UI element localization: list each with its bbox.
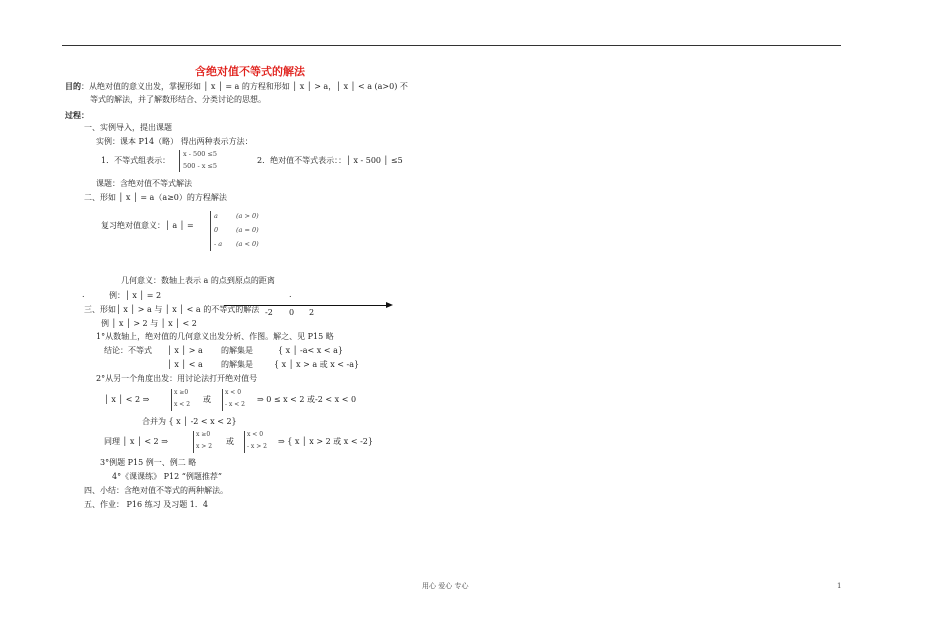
axis-label-2: 2 [309,308,315,317]
page-number: 1 [837,582,842,590]
piecewise-expr-2: 0 [214,226,219,234]
axis-label-0: 0 [289,308,295,317]
section-3-point-2: 2°从另一个角度出发：用讨论法打开绝对值号 [96,374,258,383]
goal-text-1: ：从绝对值的意义出发，掌握形如 │ x │ = a 的方程和形如 │ x │ > a，│ x │ < a (a>0) 不 [81,82,408,91]
piecewise-brace [210,211,211,251]
row-2-brace-b [244,431,245,453]
section-3-point-1: 1°从数轴上，绝对值的几何意义出发分析、作图。解之、见 P15 略 [96,332,334,341]
row-1-lhs: │ x │ < 2 ⇒ [104,395,150,404]
footer-motto: 用心 爱心 专心 [422,582,469,590]
section-2-example: 例：│ x │ = 2 [109,291,162,300]
row-2-result: ⇒ { x │ x > 2 或 x < -2} [278,437,373,446]
piecewise-cond-3: (a < 0) [236,240,259,248]
section-3-point-4: 4°《课课练》 P12 “例题推荐” [112,472,222,481]
row-1-sys-b-1: x < 0 [225,389,242,396]
piecewise-cond-1: (a > 0) [236,212,259,220]
section-4-summary: 四、小结：含绝对值不等式的两种解法。 [84,486,228,495]
section-1-item-1: 1．不等式组表示： [101,156,171,165]
conclusion-label: 结论：不等式 [104,346,152,355]
conclusion-1-mid: 的解集是 [221,346,253,355]
row-1-brace-a [171,389,172,411]
page-title: 含绝对值不等式的解法 [195,65,305,78]
section-2-heading: 二、形如 │ x │ = a（a≥0）的方程解法 [84,193,227,202]
row-2-or: 或 [226,437,234,446]
section-3-point-3: 3°例题 P15 例一、例二 略 [100,458,197,467]
geometric-meaning: 几何意义：数轴上表示 a 的点到原点的距离 [121,276,275,285]
union-result: 合并为 { x │ -2 < x < 2} [142,417,237,426]
row-1-sys-a-1: x ≥0 [174,389,189,396]
row-1-sys-b-2: - x < 2 [225,401,245,408]
number-line-arrow-icon [386,302,393,308]
system-1-row-2: 500 - x ≤5 [183,162,218,170]
piecewise-expr-1: a [214,212,218,220]
goal-label: 目的 [65,81,81,91]
section-1-item-2: 2．绝对值不等式表示：：│ x - 500 │ ≤5 [257,156,403,165]
row-1-result: ⇒ 0 ≤ x < 2 或-2 < x < 0 [257,395,357,404]
goal-line-1 [65,82,408,91]
dot-left: . [82,290,85,299]
section-1-heading: 一、实例导入，提出课题 [84,123,172,132]
abs-value-review: 复习绝对值意义：│ a │ = [101,221,194,230]
section-1-example: 实例：课本 P14（略） 得出两种表示方法： [96,137,253,146]
section-5-homework: 五、作业： P16 练习 及习题 1．4 [84,500,208,509]
conclusion-1-set: { x │ -a< x < a} [278,346,343,355]
conclusion-2-mid: 的解集是 [221,360,253,369]
section-3-heading: 三、形如│ x │ > a 与 │ x │ < a 的不等式的解法 [84,305,260,314]
row-2-lhs: 同理 │ x │ < 2 ⇒ [104,437,168,446]
row-1-or: 或 [203,395,211,404]
row-2-sys-b-1: x < 0 [247,431,264,438]
row-1-sys-a-2: x < 2 [174,401,191,408]
section-3-example: 例 │ x │ > 2 与 │ x │ < 2 [101,319,197,328]
row-2-brace-a [193,431,194,453]
piecewise-cond-2: (a = 0) [236,226,259,234]
goal-line-2: 等式的解法，并了解数形结合、分类讨论的思想。 [90,95,266,104]
system-brace-1 [179,150,180,172]
section-1-topic: 课题：含绝对值不等式解法 [96,179,192,188]
row-2-sys-a-1: x ≥0 [196,431,211,438]
system-1-row-1: x - 500 ≤5 [183,150,218,158]
row-1-brace-b [222,389,223,411]
row-2-sys-a-2: x > 2 [196,443,213,450]
axis-label-neg2: -2 [265,308,273,317]
row-2-sys-b-2: - x > 2 [247,443,267,450]
conclusion-2-set: { x │ x > a 或 x < -a} [274,360,360,369]
dot-right: . [289,290,292,299]
process-label: 过程： [65,110,89,120]
conclusion-1-inequality: │ x │ > a [167,346,203,355]
header-rule [62,45,841,46]
conclusion-2-inequality: │ x │ < a [167,360,203,369]
piecewise-expr-3: - a [214,240,223,248]
